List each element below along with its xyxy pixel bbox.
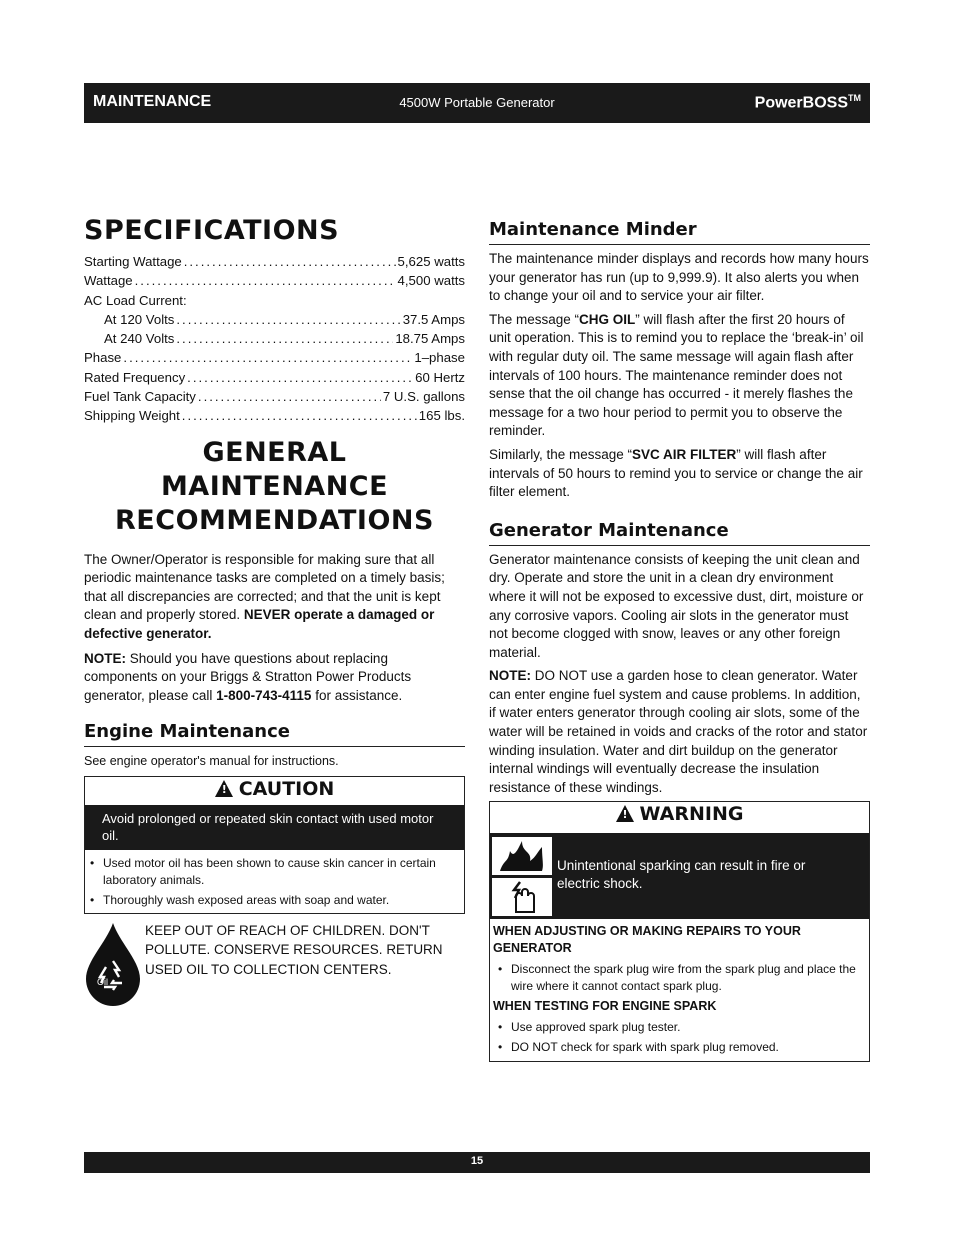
caution-header: !CAUTION — [85, 777, 464, 805]
fire-icon — [492, 837, 552, 875]
electric-shock-icon — [492, 878, 552, 916]
spec-row: Wattage ..... 4,500 watts — [84, 271, 465, 290]
warning-subheading: WHEN ADJUSTING OR MAKING REPAIRS TO YOUR GENERATOR — [493, 924, 801, 956]
phone-number: 1-800-743-4115 — [216, 687, 312, 703]
oil-notice-text: KEEP OUT OF REACH OF CHILDREN. DON'T POLLUTE. CONSERVE RESOURCES. RETURN USED OIL TO COLLECTION CENTERS. — [145, 923, 443, 977]
warning-details — [490, 919, 869, 1061]
spec-row: Rated Frequency ..... 60 Hertz — [84, 368, 465, 387]
page-header — [84, 83, 870, 123]
spec-row: Shipping Weight ..... 165 lbs. — [84, 406, 465, 425]
minder-paragraph: The maintenance minder displays and records how many hours your generator has run (up to 9,999.9). It also alerts you when to change your oil and to service your air filter. — [489, 251, 869, 304]
svg-text:Oil: Oil — [97, 977, 108, 988]
oil-recycle-notice — [84, 921, 465, 1011]
generator-paragraph: Generator maintenance consists of keeping the unit clean and dry. Operate and store the unit in a clean dry environment where it will not be exposed to excessive dust, dirt, moisture or any corrosive vapors. Cooling air slots in the generator must not become clogged with snow, leaves or any other foreign material. — [489, 551, 864, 660]
warning-bullets — [493, 1019, 863, 1056]
caution-bullets — [85, 850, 464, 913]
section-label: MAINTENANCE — [93, 93, 212, 110]
generator-note: NOTE: DO NOT use a garden hose to clean generator. Water can enter engine fuel system and cause problems. In addition, if water enters generator through cooling air slots, some of the water will be retained in voids and cracks of the rotor and stator winding insulation. Water and dirt buildup on the generator internal windings will eventually decrease the insulation resistance of these windings. — [489, 668, 868, 795]
right-column — [489, 218, 870, 1062]
caution-box — [84, 776, 465, 914]
warning-message: Unintentional sparking can result in fire or electric shock. — [557, 858, 806, 891]
warning-bullets — [493, 961, 863, 995]
page-footer — [84, 1152, 870, 1173]
document-title: 4500W Portable Generator — [399, 95, 555, 110]
engine-maintenance-text: See engine operator's manual for instructions. — [84, 754, 339, 769]
warning-box — [489, 801, 870, 1062]
caution-message: Avoid prolonged or repeated skin contact with used motor oil. — [85, 805, 464, 850]
list-item: • Thoroughly wash exposed areas with soap and water. — [85, 892, 460, 909]
minder-paragraph: Similarly, the message “SVC AIR FILTER” will flash after intervals of 50 hours to remind you to service or change the air filter element. — [489, 446, 863, 500]
maintenance-minder-heading: Maintenance Minder — [489, 218, 870, 245]
warning-triangle-icon — [616, 805, 634, 822]
page-number: 15 — [470, 1155, 484, 1167]
warning-header: !WARNING — [490, 802, 869, 833]
general-note: NOTE: Should you have questions about replacing components on your Briggs & Stratton Power Products generator, please call 1-800-743-4115 for assistance. — [84, 650, 412, 703]
minder-paragraph: The message “CHG OIL” will flash after the first 20 hours of unit operation. This is to remind you to replace the ‘break-in’ oil with regular duty oil. The same message will again flash after intervals of 100 hours. The maintenance reminder does not sense that the oil change has occurred - it merely flashes the message for a two hour period to permit you to observe the reminder. — [489, 311, 864, 439]
spec-row: AC Load Current: — [84, 292, 187, 308]
spec-row: At 240 Volts ..... 18.75 Amps — [84, 329, 465, 348]
spec-row: Starting Wattage ..... 5,625 watts — [84, 252, 465, 271]
general-paragraph: The Owner/Operator is responsible for making sure that all periodic maintenance tasks are completed on a timely basis; that all discrepancies are corrected; and that the unit is kept clean and properly stored. NEVER operate a damaged or defective generator. — [84, 551, 445, 642]
warning-triangle-icon — [215, 780, 233, 797]
spec-row: Fuel Tank Capacity ..... 7 U.S. gallons — [84, 387, 465, 406]
warning-message-band — [490, 833, 869, 919]
specifications-title: SPECIFICATIONS — [84, 215, 340, 246]
brand-logo: PowerBOSS™ — [754, 93, 861, 112]
general-maintenance-title: GENERAL MAINTENANCE RECOMMENDATIONS — [115, 436, 434, 536]
list-item: • Used motor oil has been shown to cause skin cancer in certain laboratory animals. — [85, 855, 460, 889]
spec-row: Phase ..... 1–phase — [84, 348, 465, 367]
oil-drop-recycle-icon — [84, 921, 142, 1009]
list-item: • Disconnect the spark plug wire from the spark plug and place the wire where it cannot contact spark plug. — [493, 961, 863, 995]
generator-maintenance-heading: Generator Maintenance — [489, 519, 870, 546]
list-item: • Use approved spark plug tester. — [493, 1019, 863, 1036]
spec-list — [84, 252, 465, 426]
spec-row: At 120 Volts ..... 37.5 Amps — [84, 310, 465, 329]
left-column — [84, 214, 465, 1011]
engine-maintenance-heading: Engine Maintenance — [84, 720, 465, 747]
list-item: • DO NOT check for spark with spark plug removed. — [493, 1039, 863, 1056]
warning-subheading: WHEN TESTING FOR ENGINE SPARK — [493, 999, 717, 1014]
